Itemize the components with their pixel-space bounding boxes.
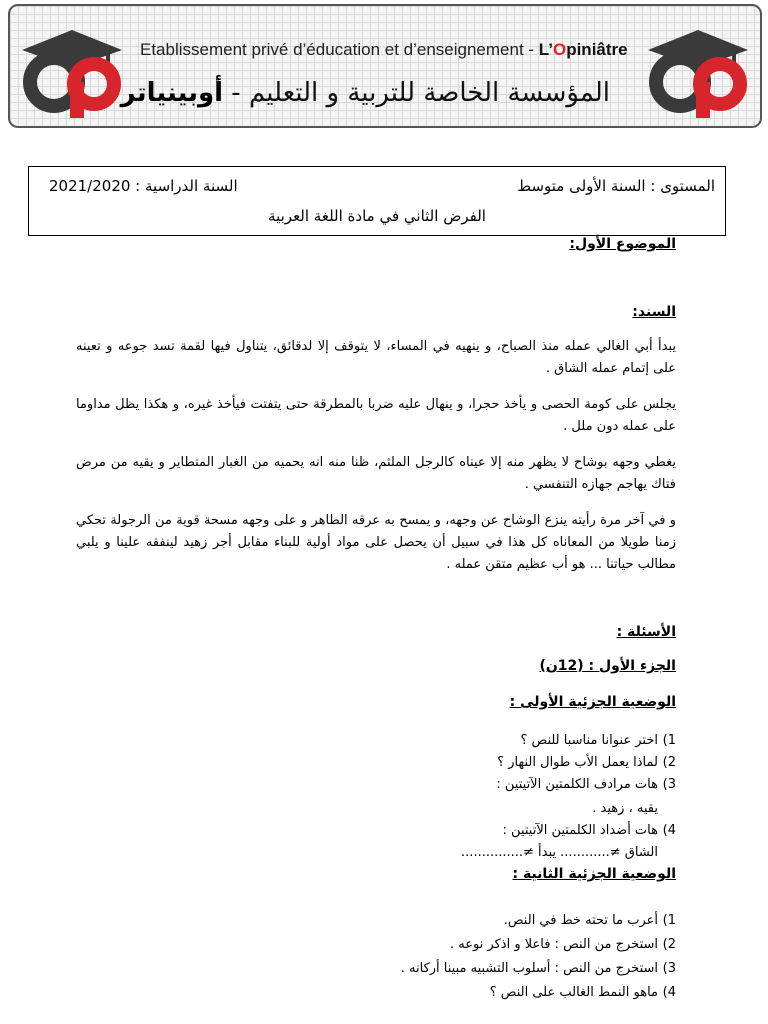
question-item: 4)هات أضداد الكلمتين الآتيتين :	[502, 823, 676, 838]
school-logo-right	[644, 12, 752, 120]
banner-french-line	[140, 40, 628, 60]
brand-fr-o: O	[552, 40, 567, 59]
question-item: 3)استخرج من النص : أسلوب التشبيه مبينا أركانه .	[400, 961, 676, 976]
level-label: المستوى : السنة الأولى متوسط	[517, 177, 715, 195]
question-item: 1)اختر عنوانا مناسبا للنص ؟	[520, 733, 676, 748]
exam-info-box	[28, 166, 726, 236]
part-one-title: الجزء الأول : (12ن)	[539, 658, 676, 674]
brand-fr-prefix: L’	[538, 40, 553, 59]
text-title: السند:	[632, 304, 676, 320]
question-item: 2)لماذا يعمل الأب طوال النهار ؟	[497, 755, 676, 770]
school-logo-left	[18, 12, 126, 120]
questions-title: الأسئلة :	[616, 624, 676, 640]
banner-arabic-line	[121, 78, 610, 108]
section-title: الموضوع الأول:	[569, 236, 676, 252]
brand-fr-rest: piniâtre	[566, 40, 628, 59]
text-paragraph-4: و في آخر مرة رأيته ينزع الوشاح عن وجهه، و يمسح به عرقه الطاهر و على وجهه مسحة قوية من الرجولة تحكي زمنا طويلا من المعاناه كل هذا في سبيل أن يحصل على مواد أولية للبناء مقابل أجر زهيد لينفقه علينا و يلبي مطالب حياتنا ... هو أب عظيم متقن عمله .	[76, 513, 676, 572]
banner-french-text: Etablissement privé d’éducation et d’enseignement -	[140, 40, 539, 59]
brand-arabic: أوبينياتر	[120, 78, 224, 108]
text-paragraph-1: يبدأ أبي الغالي عمله منذ الصباح، و ينهيه في المساء، لا يتوقف إلا لدقائق، يتناول فيها لقمة تسد جوعه و تعينه على إتمام عمله الشاق .	[76, 339, 676, 376]
question-item: 3)هات مرادف الكلمتين الآتيتين :	[496, 777, 676, 792]
question-item: 4)ماهو النمط الغالب على النص ؟	[489, 985, 676, 1000]
text-paragraph-2: يجلس على كومة الحصى و يأخذ حجرا، و ينهال عليه ضربا بالمطرقة حتى يتفتت فيأخذ غيره، و هكذا يظل مداوما على عمله دون ملل .	[76, 397, 676, 434]
text-paragraph-3: يغطي وجهه بوشاح لا يظهر منه إلا عيناه كالرجل الملثم، ظنا منه انه يحميه من الغبار المتطاير و يقيه من مرض فتاك يهاجم جهازه التنفسي .	[76, 455, 676, 492]
question-item: يقيه ، زهيد .	[592, 801, 658, 816]
header-banner	[8, 4, 762, 128]
situation-one-title: الوضعية الجزئية الأولى :	[509, 694, 676, 710]
exam-title: الفرض الثاني في مادة اللغة العربية	[268, 207, 486, 225]
question-item: 2)استخرج من النص : فاعلا و اذكر نوعه .	[449, 937, 676, 952]
question-item: الشاق ≠............ يبدأ ≠...............	[461, 845, 658, 860]
school-year-label: السنة الدراسية : 2021/2020	[49, 177, 238, 195]
banner-arabic-text: المؤسسة الخاصة للتربية و التعليم -	[223, 78, 610, 108]
question-item: 1)أعرب ما تحته خط في النص.	[503, 913, 676, 928]
situation-two-title: الوضعية الجزئية الثانية :	[512, 866, 676, 882]
